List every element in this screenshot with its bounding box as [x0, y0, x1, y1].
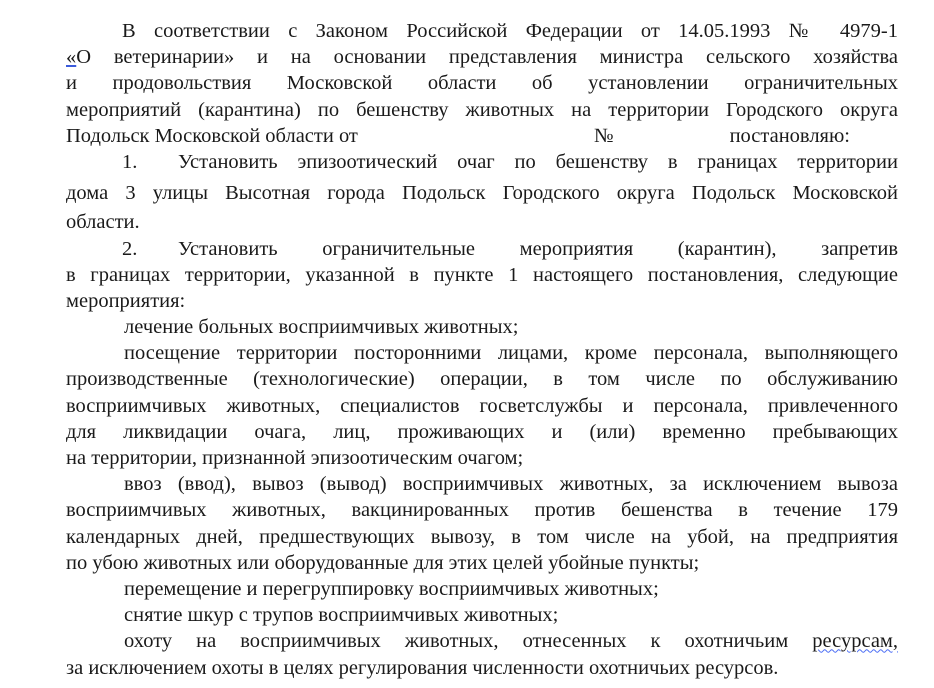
item-1-line-1	[66, 149, 898, 175]
item-2-line-2: в границах территории, указанной в пункте 1 настоящего постановления, следующие	[66, 263, 898, 286]
measure-3-line-2: восприимчивых животных, вакцинированных против бешенства в течение 179	[66, 499, 898, 522]
item-2-number: 2.	[122, 237, 138, 260]
document-body	[66, 18, 898, 681]
intro-line-2	[66, 44, 898, 70]
item-2-text-1: Установить ограничительные мероприятия (карантин), запретив	[178, 237, 898, 260]
measure-4: перемещение и перегруппировку восприимчивых животных;	[124, 577, 659, 600]
measure-2-line-3: восприимчивых животных, специалистов госветслужбы и персонала, привлеченного	[66, 394, 898, 417]
intro-line-2-text: О ветеринарии» и на основании представления министра сельского хозяйства	[76, 46, 898, 69]
measure-3-line-3: календарных дней, предшествующих вывозу, в том числе на убой, на предприятия	[66, 525, 898, 548]
measure-5: снятие шкур с трупов восприимчивых животных;	[124, 604, 559, 627]
item-1-line-3: области.	[66, 211, 140, 234]
measure-1: лечение больных восприимчивых животных;	[124, 316, 519, 339]
opening-quote: «	[66, 46, 77, 69]
measure-6-line-1	[66, 628, 898, 654]
intro-line-5	[66, 123, 898, 149]
intro-line-1: В соответствии с Законом Российской Федерации от 14.05.1993 № 4979-1	[122, 20, 898, 42]
measure-2-line-5: на территории, признанной эпизоотическим очагом;	[66, 447, 524, 469]
measure-6-text: охоту на восприимчивых животных, отнесенных к охотничьим	[124, 630, 789, 653]
measure-2-line-2: производственные (технологические) операции, в том числе по обслуживанию	[66, 368, 898, 391]
intro-line-3: и продовольствия Московской области об установлении ограничительных	[66, 72, 898, 95]
item-1-number: 1.	[122, 150, 138, 173]
measure-6-line-2: за исключением охоты в целях регулирования численности охотничьих ресурсов.	[66, 656, 779, 679]
measure-3-line-4: по убою животных или оборудованные для этих целей убойные пункты;	[66, 551, 700, 574]
intro-line-5-number-sign: №	[593, 124, 614, 147]
item-1-text-1: Установить эпизоотический очаг по бешенству в границах территории	[178, 150, 898, 173]
intro-line-5-resolve: постановляю:	[729, 124, 850, 147]
measure-2-line-4: для ликвидации очага, лиц, проживающих и (или) временно пребывающих	[66, 420, 898, 443]
measure-3-line-1: ввоз (ввод), вывоз (вывод) восприимчивых животных, за исключением вывоза	[124, 473, 898, 496]
item-2-line-3: мероприятия:	[66, 289, 186, 312]
intro-line-4: мероприятий (карантина) по бешенству животных на территории Городского округа	[66, 98, 898, 121]
spellcheck-underlined-word: ресурсам,	[812, 630, 899, 653]
intro-line-5-date: Подольск Московской области от	[66, 124, 358, 147]
item-2-line-1	[66, 236, 898, 262]
measure-2-line-1: посещение территории посторонними лицами, кроме персонала, выполняющего	[124, 342, 898, 365]
item-1-line-2: дома 3 улицы Высотная города Подольск Городского округа Подольск Московской	[66, 182, 898, 205]
